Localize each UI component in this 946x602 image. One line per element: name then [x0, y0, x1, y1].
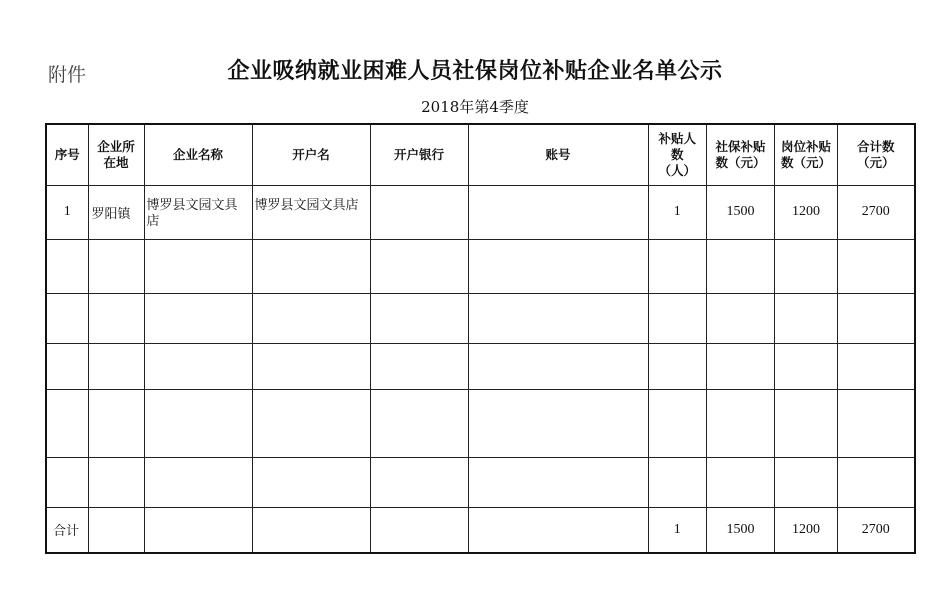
row-total: 2700 [838, 185, 915, 239]
col-social-subsidy-header: 社保补贴数（元） [707, 124, 775, 185]
col-account-no-header: 账号 [468, 124, 648, 185]
row-persons: 1 [648, 185, 707, 239]
empty-row [46, 239, 915, 293]
col-company-header: 企业名称 [144, 124, 252, 185]
header-row [46, 124, 915, 185]
table-row [46, 185, 915, 239]
document-title: 企业吸纳就业困难人员社保岗位补贴企业名单公示 [227, 59, 723, 84]
col-location-header: 企业所在地 [88, 124, 144, 185]
totals-label: 合计 [46, 507, 88, 553]
row-account-no [468, 185, 648, 239]
row-location: 罗阳镇 [88, 185, 144, 239]
period-subtitle: 2018年第4季度 [421, 98, 529, 116]
col-total-header: 合计数（元） [838, 124, 915, 185]
totals-persons: 1 [648, 507, 707, 553]
totals-total: 2700 [838, 507, 915, 553]
row-social-subsidy: 1500 [707, 185, 775, 239]
row-company: 博罗县文园文具店 [144, 185, 252, 239]
subsidy-table [45, 123, 916, 554]
totals-row [46, 507, 915, 553]
empty-row [46, 293, 915, 343]
col-persons-header: 补贴人数（人） [648, 124, 707, 185]
row-post-subsidy: 1200 [775, 185, 838, 239]
row-seq: 1 [46, 185, 88, 239]
col-post-subsidy-header: 岗位补贴数（元） [775, 124, 838, 185]
empty-row [46, 389, 915, 457]
empty-row [46, 457, 915, 507]
row-account-name: 博罗县文园文具店 [252, 185, 370, 239]
row-bank [370, 185, 468, 239]
col-seq-header: 序号 [46, 124, 88, 185]
totals-social-subsidy: 1500 [707, 507, 775, 553]
col-bank-header: 开户银行 [370, 124, 468, 185]
col-account-name-header: 开户名 [252, 124, 370, 185]
attachment-label: 附件 [48, 64, 87, 86]
totals-post-subsidy: 1200 [775, 507, 838, 553]
empty-row [46, 343, 915, 389]
